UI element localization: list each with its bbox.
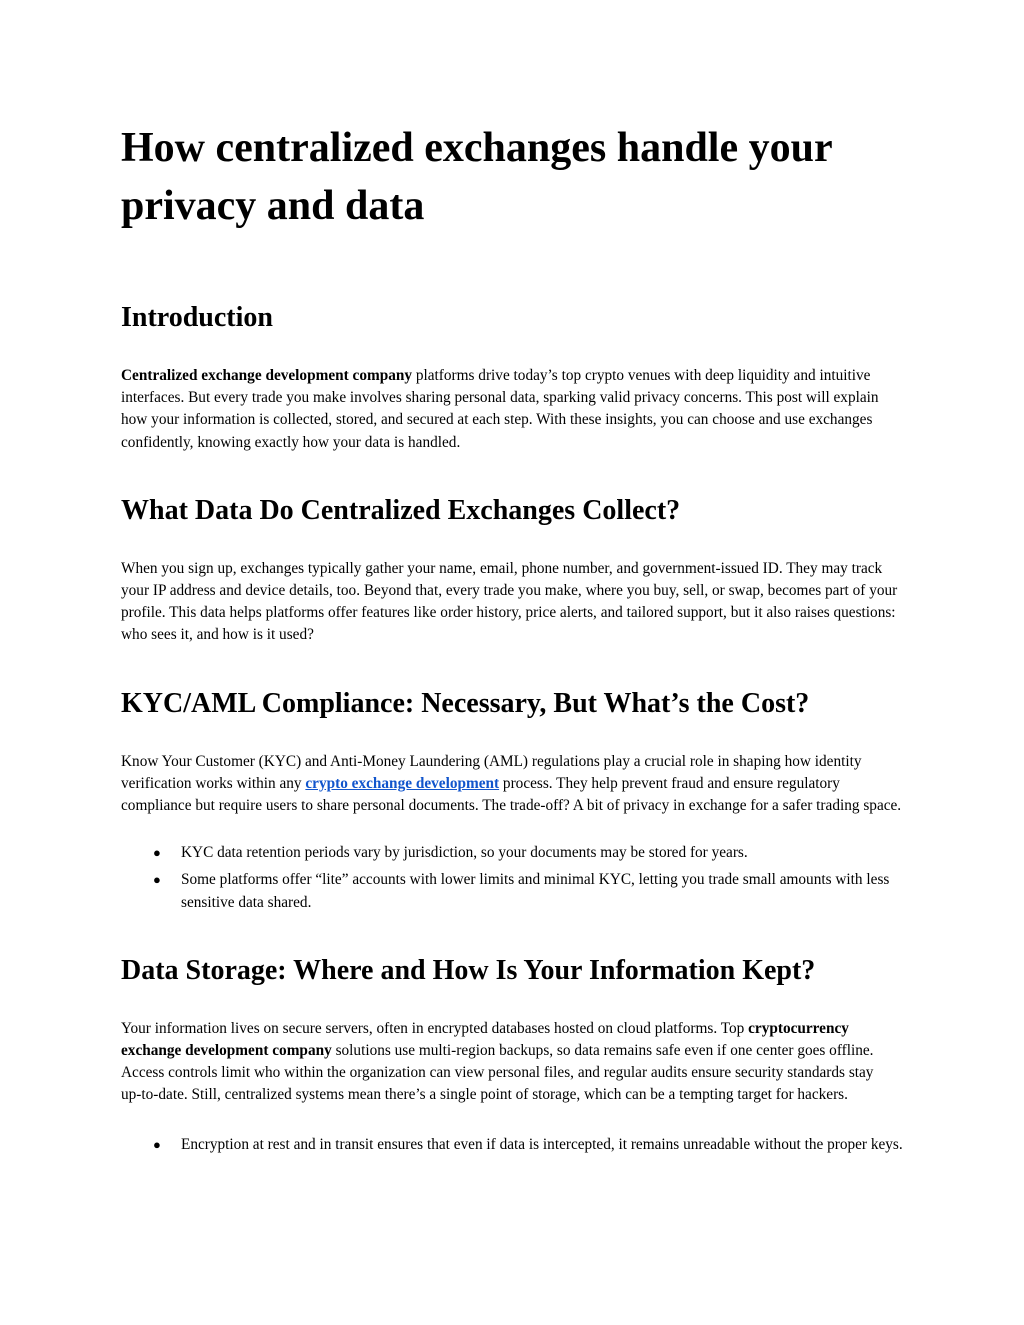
paragraph-text: platforms drive today’s top crypto venues with deep liquidity and intuitive interfaces. But every trade you make involves sharing personal data, sparking valid privacy concerns. This post will explain how your information is collected, stored, and secured at each step. With these insights, you can choose and use exchanges confidently, knowing exactly how your data is handled. [121,367,879,451]
crypto-exchange-development-link[interactable]: crypto exchange development [305,774,500,792]
bullet-list-kyc [121,842,904,914]
paragraph-text: Know Your Customer (KYC) and Anti‑Money Laundering (AML) regulations play a crucial role in shaping how identity verification works within any [121,752,862,792]
list-item-text: Some platforms offer “lite” accounts with lower limits and minimal KYC, letting you trade small amounts with less sensitive data shared. [181,871,890,911]
bullet-icon: ● [153,1136,161,1152]
paragraph-text: Your information lives on secure servers, often in encrypted databases hosted on cloud platforms. Top [121,1019,749,1037]
heading-kyc-aml: KYC/AML Compliance: Necessary, But What’s the Cost? [121,687,810,719]
bullet-icon: ● [153,845,161,861]
bold-lead-text: Centralized exchange development company [121,367,413,384]
paragraph-text: solutions use multi‑region backups, so data remains safe even if one center goes offline. Access controls limit who within the organization can view personal files, and regular audits ensure security standards stay up‑to‑date. Still, centralized systems mean there’s a single point of storage, which can be a tempting target for hackers. [121,1042,874,1104]
paragraph-kyc-aml [121,751,904,818]
heading-data-storage: Data Storage: Where and How Is Your Information Kept? [121,954,816,986]
list-item [153,842,904,864]
list-item [153,1134,904,1156]
bullet-icon: ● [153,872,161,888]
heading-data-collected: What Data Do Centralized Exchanges Collect? [121,494,681,526]
list-item-text: Encryption at rest and in transit ensures that even if data is intercepted, it remains unreadable without the proper keys. [181,1135,903,1153]
document-title: How centralized exchanges handle your privacy and data [121,125,832,229]
bold-text: cryptocurrency exchange development company [121,1019,849,1060]
heading-introduction: Introduction [121,302,273,333]
paragraph-introduction [121,365,904,454]
paragraph-data-collected: When you sign up, exchanges typically gather your name, email, phone number, and government‑issued ID. They may track your IP address and device details, too. Beyond that, every trade you make, where you buy, sell, or swap, becomes part of your profile. This data helps platforms offer features like order history, price alerts, and tailored support, but it also raises questions: who sees it, and how is it used? [121,559,898,644]
paragraph-text: process. They help prevent fraud and ensure regulatory compliance but require users to share personal documents. The trade-off? A bit of privacy in exchange for a safer trading space. [121,774,902,815]
list-item [153,869,904,913]
bullet-list-storage [121,1134,904,1156]
paragraph-data-storage [121,1018,904,1107]
list-item-text: KYC data retention periods vary by jurisdiction, so your documents may be stored for years. [181,844,748,862]
